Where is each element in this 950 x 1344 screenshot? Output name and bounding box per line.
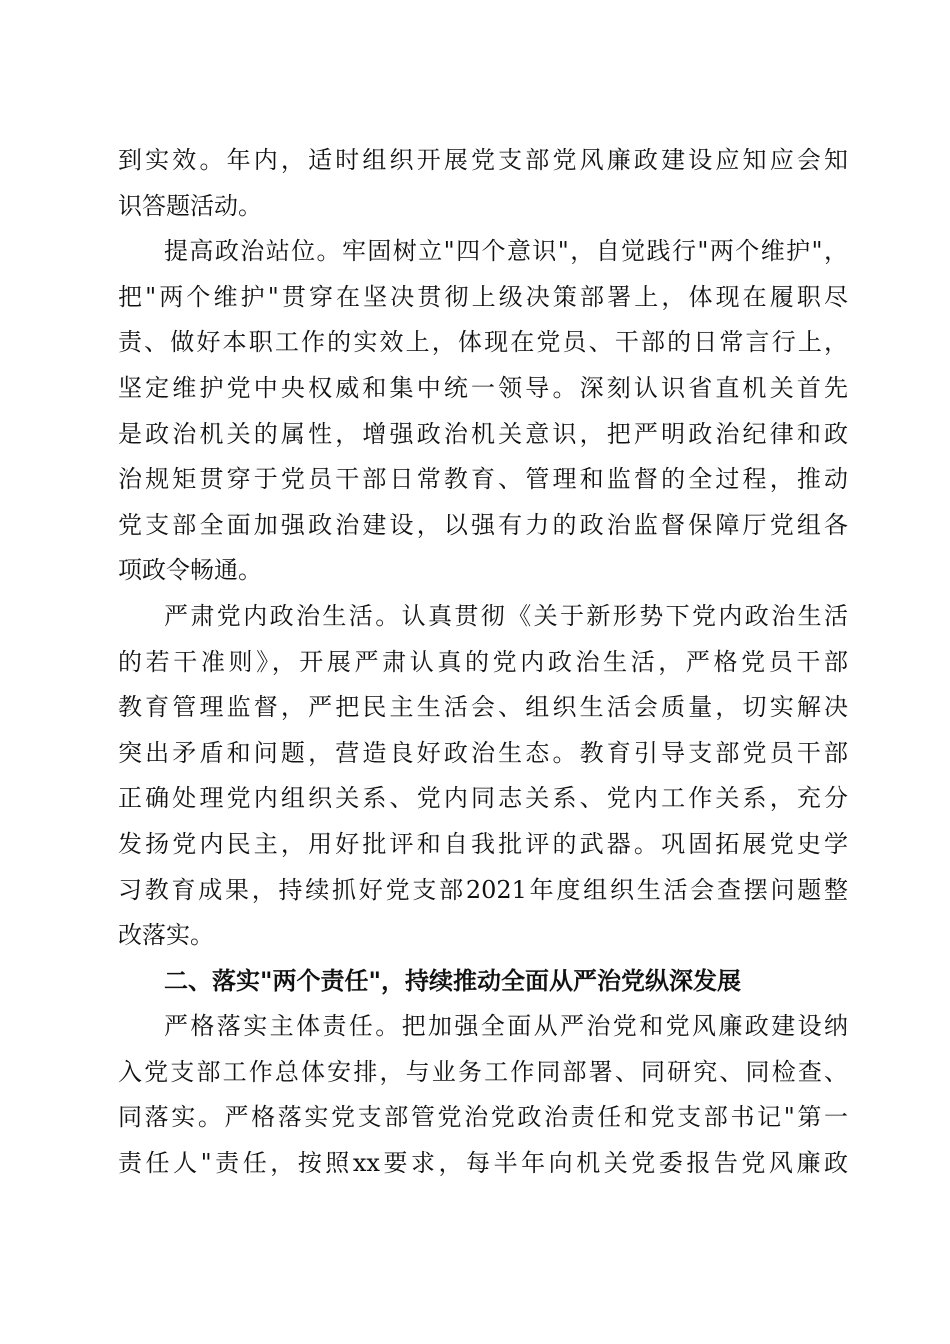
text-line: 是政治机关的属性，增强政治机关意识，把严明政治纪律和政	[118, 419, 848, 448]
paragraph-start-line: 严肃党内政治生活。认真贯彻《关于新形势下党内政治生活	[164, 601, 848, 630]
text-line: 发扬党内民主，用好批评和自我批评的武器。巩固拓展党史学	[118, 829, 848, 858]
text-line: 入党支部工作总体安排，与业务工作同部署、同研究、同检查、	[118, 1057, 848, 1086]
text-line: 同落实。严格落实党支部管党治党政治责任和党支部书记"第一	[118, 1103, 848, 1132]
paragraph-start-line: 提高政治站位。牢固树立"四个意识"，自觉践行"两个维护"，	[164, 237, 848, 266]
text-line: 坚定维护党中央权威和集中统一领导。深刻认识省直机关首先	[118, 373, 848, 402]
text-line: 把"两个维护"贯穿在坚决贯彻上级决策部署上，体现在履职尽	[118, 282, 848, 311]
text-line: 治规矩贯穿于党员干部日常教育、管理和监督的全过程，推动	[118, 465, 848, 494]
text-line: 识答题活动。	[118, 191, 262, 220]
text-line: 责任人"责任，按照xx要求，每半年向机关党委报告党风廉政	[118, 1149, 848, 1178]
section-heading: 二、落实"两个责任"，持续推动全面从严治党纵深发展	[164, 966, 742, 995]
text-line: 党支部全面加强政治建设，以强有力的政治监督保障厅党组各	[118, 510, 848, 539]
text-line: 项政令畅通。	[118, 556, 262, 585]
text-line: 正确处理党内组织关系、党内同志关系、党内工作关系，充分	[118, 784, 848, 813]
paragraph-start-line: 严格落实主体责任。把加强全面从严治党和党风廉政建设纳	[164, 1012, 848, 1041]
text-line: 改落实。	[118, 921, 214, 950]
text-line: 责、做好本职工作的实效上，体现在党员、干部的日常言行上，	[118, 328, 848, 357]
text-line: 习教育成果，持续抓好党支部2021年度组织生活会查摆问题整	[118, 875, 848, 904]
text-line: 突出矛盾和问题，营造良好政治生态。教育引导支部党员干部	[118, 738, 848, 767]
document-body	[118, 138, 848, 1187]
text-line: 教育管理监督，严把民主生活会、组织生活会质量，切实解决	[118, 693, 848, 722]
text-line: 的若干准则》，开展严肃认真的党内政治生活，严格党员干部	[118, 647, 848, 676]
text-line: 到实效。年内，适时组织开展党支部党风廉政建设应知应会知	[118, 146, 848, 174]
